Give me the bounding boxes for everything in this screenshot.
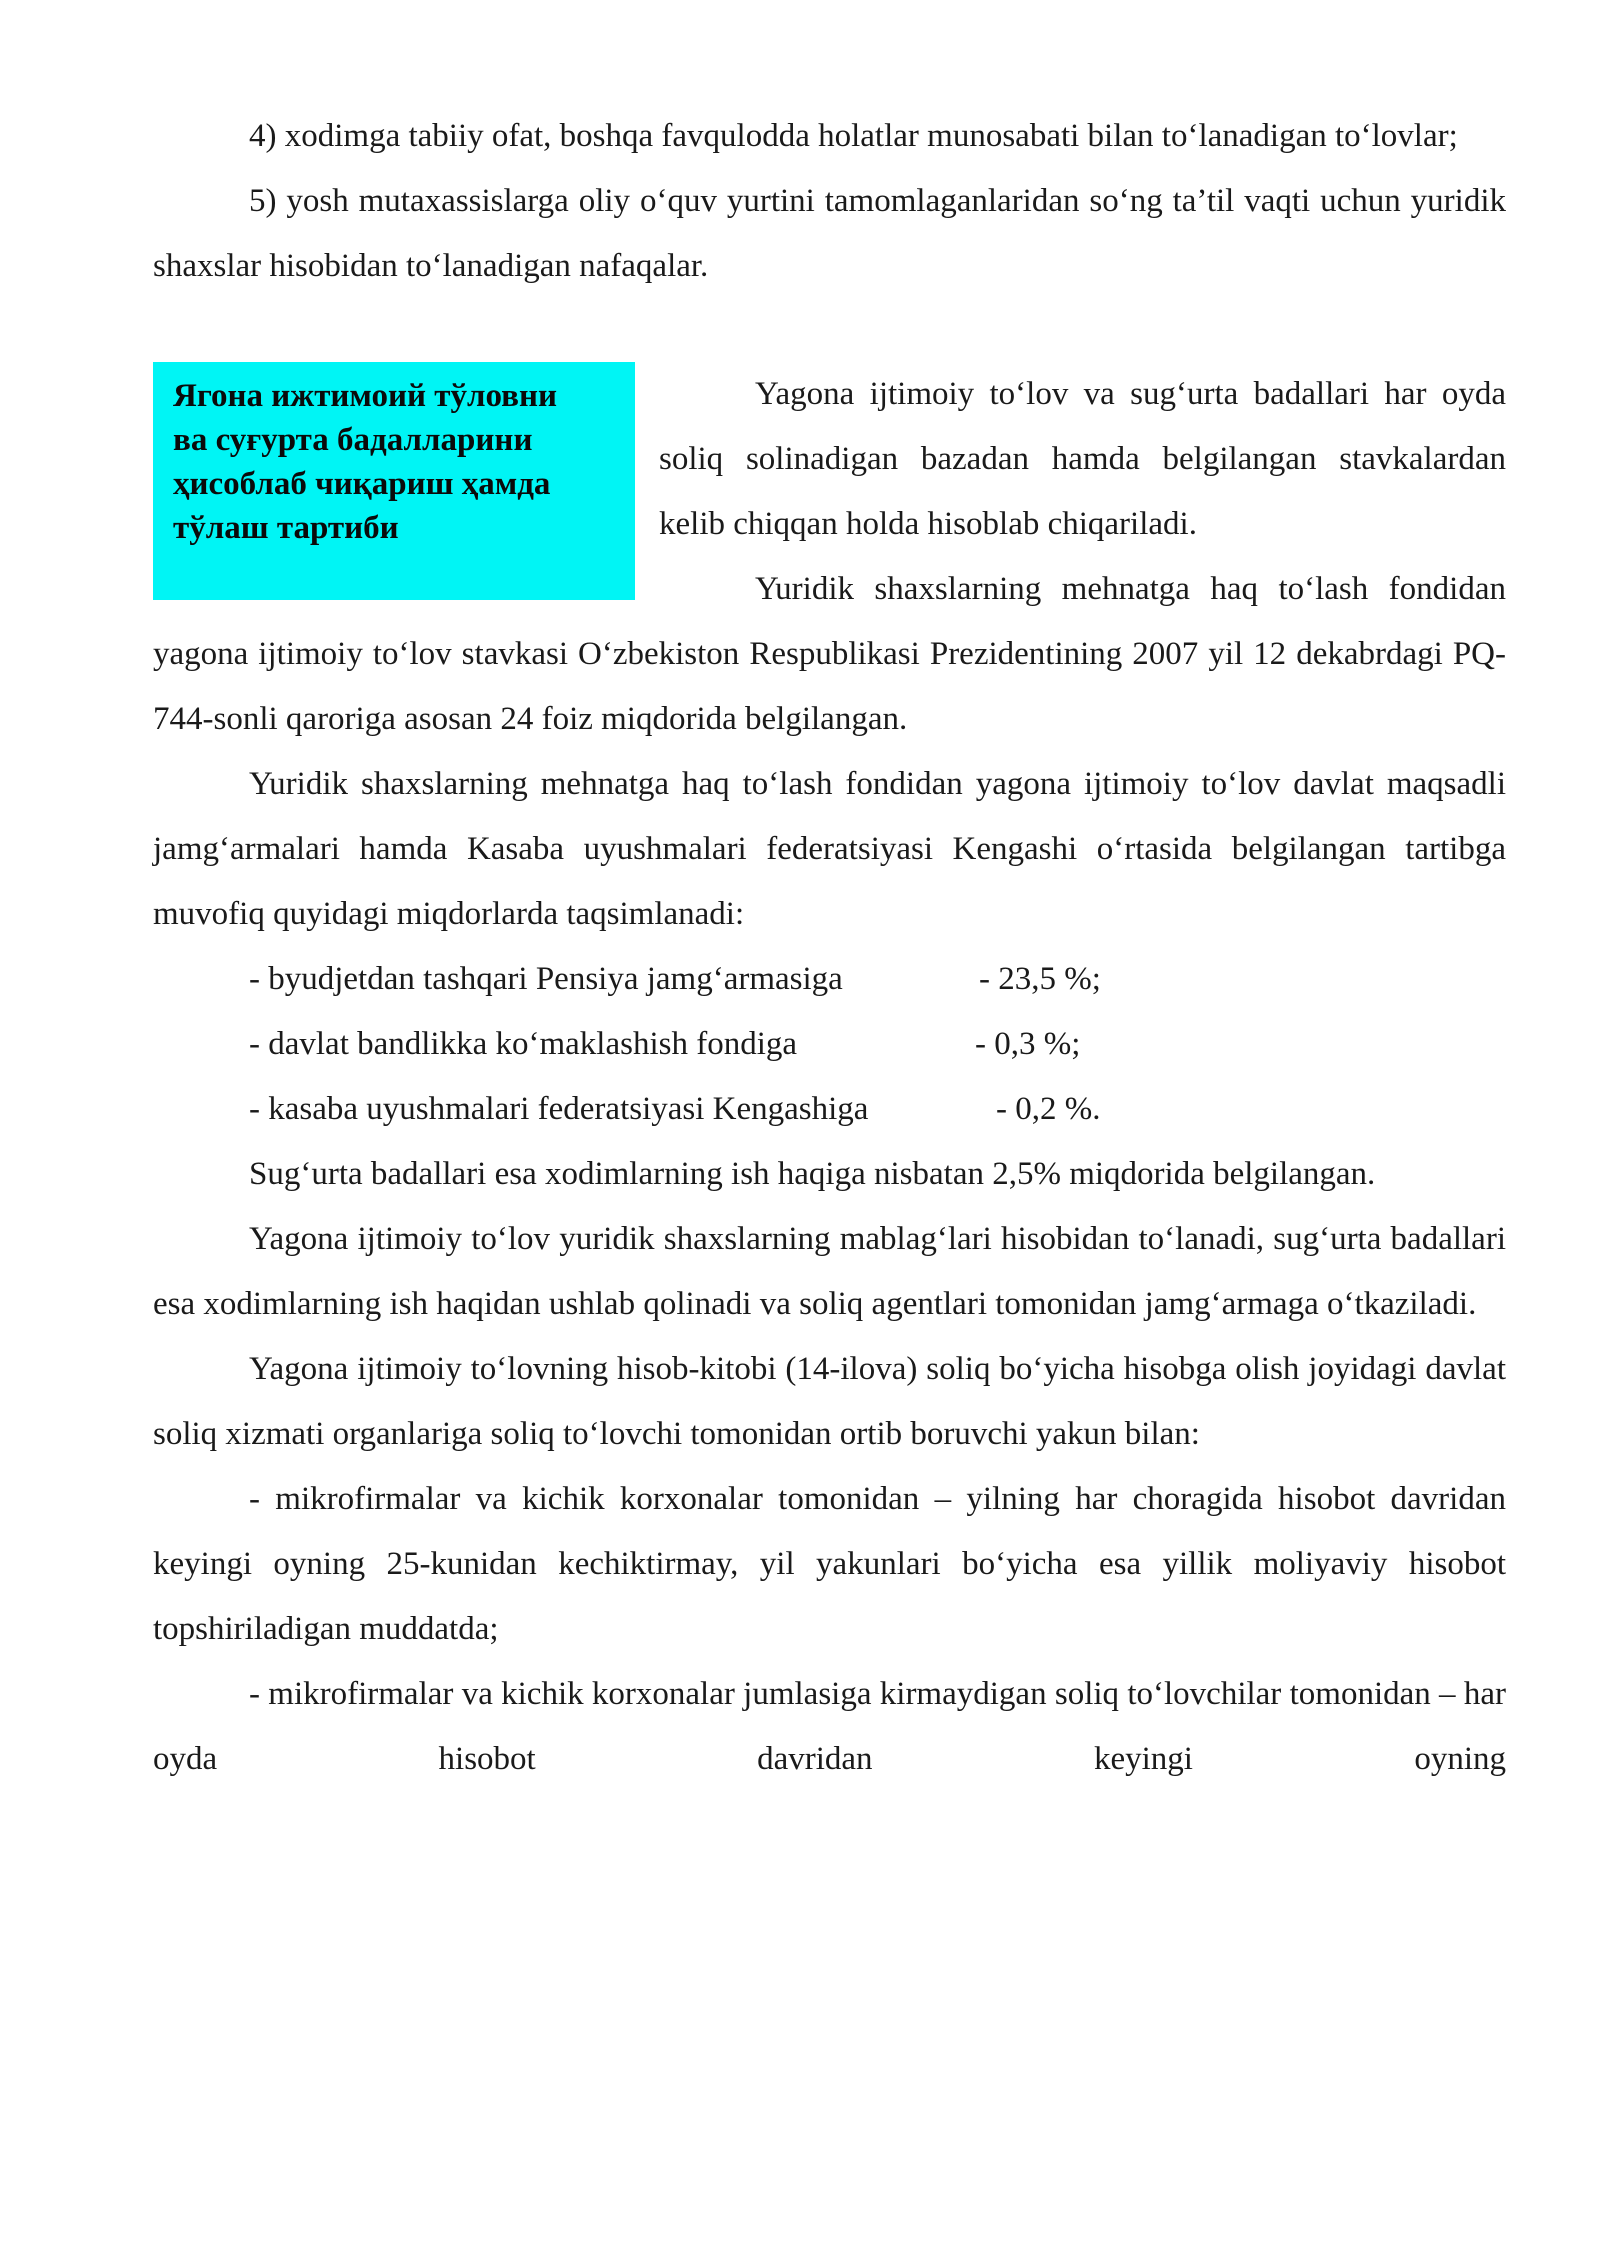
distribution-value: - 23,5 %;: [979, 961, 1101, 997]
paragraph-small-business-deadline: - mikrofirmalar va kichik korxonalar tomonidan – yilning har choragida hisobot davridan keyingi oyning 25-kunidan kechiktirmay, yil yakunlari bo‘yicha esa yillik moliyaviy hisobot topshiriladigan muddatda;: [153, 1481, 1506, 1647]
paragraph-payment-source: Yagona ijtimoiy to‘lov yuridik shaxslarning mablag‘lari hisobidan to‘lanadi, sug‘urta badallari esa xodimlarning ish haqidan ushlab qolinadi va soliq agentlari tomonidan jamg‘armaga o‘tkaziladi.: [153, 1221, 1506, 1322]
paragraph-other-taxpayers-deadline: - mikrofirmalar va kichik korxonalar jumlasiga kirmaydigan soliq to‘lovchilar tomonidan – har oyda hisobot davridan keyingi oyning: [153, 1676, 1506, 1777]
distribution-item-employment: [153, 1012, 1506, 1077]
distribution-label: - kasaba uyushmalari federatsiyasi Kengashiga: [249, 1091, 869, 1127]
section-heading-line: ҳисоблаб чиқариш ҳамда: [173, 466, 551, 502]
section-heading-box: [153, 362, 635, 600]
document-page: [153, 104, 1506, 1792]
distribution-item-trade-unions: [153, 1077, 1506, 1142]
section-gap: [153, 299, 1506, 362]
intro-item-5: 5) yosh mutaxassislarga oliy o‘quv yurtini tamomlaganlaridan so‘ng ta’til vaqti uchun yuridik shaxslar hisobidan to‘lanadigan nafaqalar.: [153, 183, 1506, 284]
paragraph-distribution-intro: Yuridik shaxslarning mehnatga haq to‘lash fondidan yagona ijtimoiy to‘lov davlat maqsadli jamg‘armalari hamda Kasaba uyushmalari federatsiyasi Kengashi o‘rtasida belgilangan tartibga muvofiq quyidagi miqdorlarda taqsimlanadi:: [153, 766, 1506, 932]
section-heading-line: тўлаш тартиби: [173, 510, 399, 546]
paragraph-settlement: Yagona ijtimoiy to‘lovning hisob-kitobi (14-ilova) soliq bo‘yicha hisobga olish joyidagi davlat soliq xizmati organlariga soliq to‘lovchi tomonidan ortib boruvchi yakun bilan:: [153, 1351, 1506, 1452]
section-heading-line: ва суғурта бадалларини: [173, 422, 533, 458]
distribution-label: - byudjetdan tashqari Pensiya jamg‘armasiga: [249, 961, 843, 997]
section-heading-line: Ягона ижтимоий тўловни: [173, 378, 557, 414]
intro-item-4: 4) xodimga tabiiy ofat, boshqa favqulodda holatlar munosabati bilan to‘lanadigan to‘lovlar;: [249, 118, 1458, 154]
paragraph-insurance-rate: Sug‘urta badallari esa xodimlarning ish haqiga nisbatan 2,5% miqdorida belgilangan.: [249, 1156, 1376, 1192]
distribution-item-pension: [153, 947, 1506, 1012]
distribution-value: - 0,3 %;: [975, 1026, 1081, 1062]
distribution-value: - 0,2 %.: [996, 1091, 1101, 1127]
paragraph-calculation-basis: Yagona ijtimoiy to‘lov va sug‘urta badallari har oyda soliq solinadigan bazadan hamda belgilangan stavkalardan kelib chiqqan holda hisoblab chiqariladi.: [659, 376, 1506, 542]
paragraph-rate: Yuridik shaxslarning mehnatga haq to‘lash fondidan yagona ijtimoiy to‘lov stavkasi O‘zbekiston Respublikasi Prezidentining 2007 yil 12 dekabrdagi PQ-744-sonli qaroriga asosan 24 foiz miqdorida belgilangan.: [153, 571, 1506, 737]
distribution-label: - davlat bandlikka ko‘maklashish fondiga: [249, 1026, 798, 1062]
